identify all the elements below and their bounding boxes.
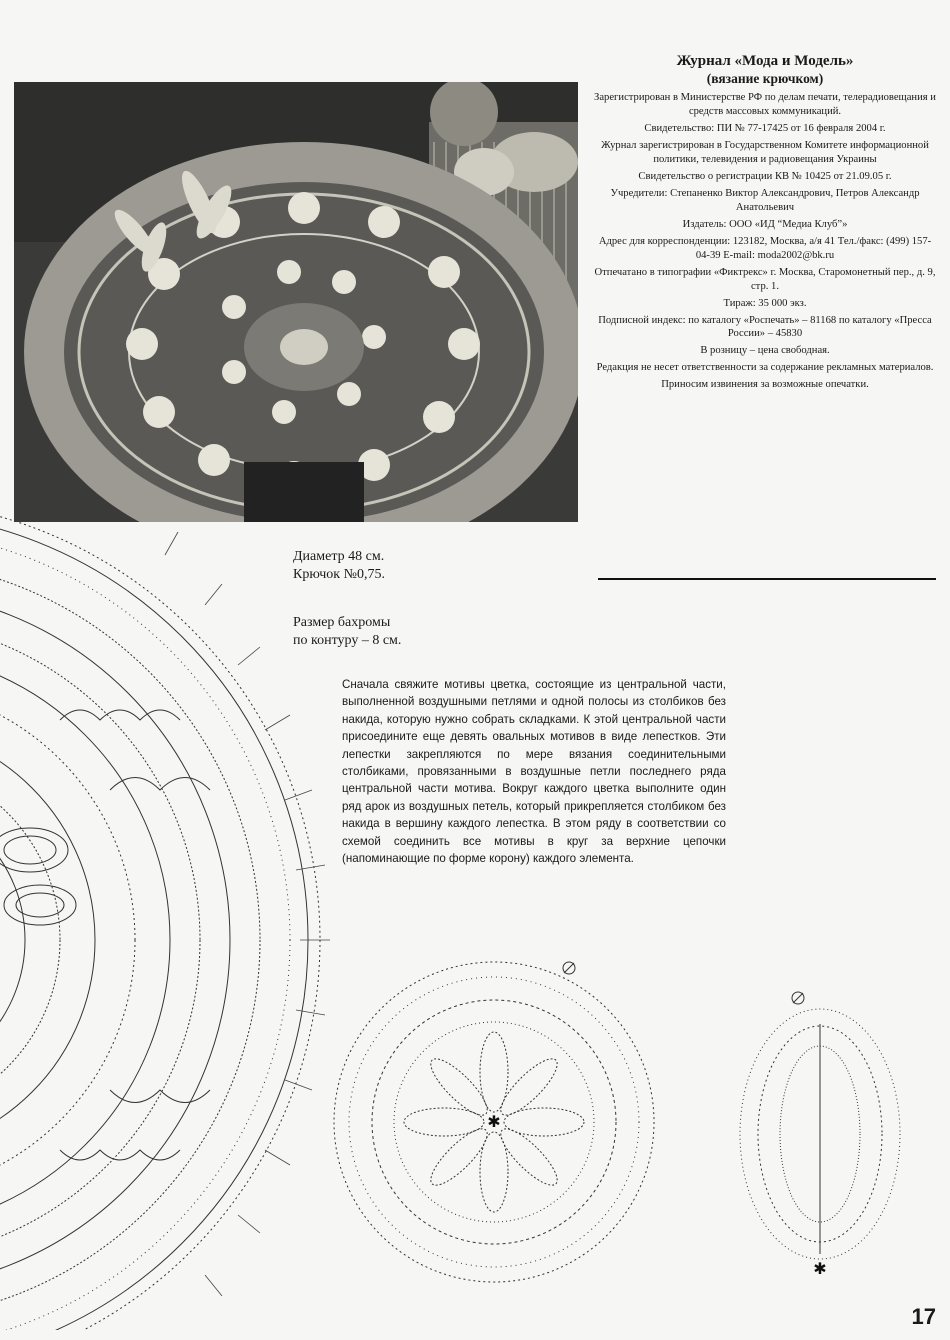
doily-photo [14, 82, 578, 522]
imprint-line: В розницу – цена свободная. [700, 345, 830, 357]
imprint-line: Учредители: Степаненко Виктор Александрович, Петров Александр Анатольевич [610, 187, 920, 213]
doily-crochet-chart [0, 510, 340, 1335]
instructions-text: Сначала свяжите мотивы цветка, состоящие из центральной части, выполненной воздушными петлями и одной полосы из столбиков без накида, которую нужно собрать складками. К этой центральной части присоедините еще девять овальных мотивов в виде лепестков. Эти лепестки закрепляются по мере вязания соединительными столбиками, провязанными в воздушные петли последнего ряда центральной части мотива. Вокруг каждого цветка выполните один ряд арок из воздушных петель, который прикрепляется столбиком без накида в вершину каждого лепестка. В этом ряду в соответствии со схемой соединить все мотивы в круг за верхние цепочки (напоминающие по форме корону) каждого элемента. [342, 678, 726, 865]
diameter-spec: Диаметр 48 см. [293, 549, 385, 564]
page-number: 17 [911, 1304, 936, 1329]
svg-text:✱: ✱ [487, 1112, 501, 1131]
imprint-line: Свидетельство о регистрации КВ № 10425 от 21.09.05 г. [638, 170, 892, 182]
imprint-block [592, 52, 938, 395]
fringe-spec-line1: Размер бахромы [293, 615, 391, 630]
journal-title: Журнал «Мода и Модель» [676, 53, 854, 69]
svg-text:✱: ✱ [813, 1259, 827, 1278]
imprint-line: Тираж: 35 000 экз. [723, 297, 807, 309]
petal-motif-chart [720, 984, 930, 1289]
imprint-line: Свидетельство: ПИ № 77-17425 от 16 февраля 2004 г. [644, 122, 886, 134]
fringe-spec-line2: по контуру – 8 см. [293, 633, 402, 648]
section-divider [598, 578, 936, 580]
imprint-line: Подписной индекс: по каталогу «Роспечать» – 81168 по каталогу «Пресса России» – 45830 [598, 314, 932, 340]
imprint-line: Издатель: ООО «ИД “Медиа Клуб”» [682, 218, 848, 230]
flower-motif-chart [314, 952, 670, 1297]
imprint-line: Журнал зарегистрирован в Государственном Комитете информационной политики, телевидения и радиовещания Украины [601, 139, 929, 165]
hook-spec: Крючок №0,75. [293, 567, 385, 582]
imprint-line: Приносим извинения за возможные опечатки. [661, 379, 869, 391]
imprint-line: Редакция не несет ответственности за содержание рекламных материалов. [596, 362, 934, 374]
imprint-line: Адрес для корреспонденции: 123182, Москва, а/я 41 Тел./факс: (499) 157-04-39 E-mail: moda2002@bk.ru [598, 235, 932, 261]
imprint-line: Зарегистрирован в Министерстве РФ по делам печати, телерадиовещания и средств массовых коммуникаций. [594, 91, 936, 117]
journal-subtitle: (вязание крючком) [706, 70, 824, 86]
imprint-line: Отпечатано в типографии «Фиктрекс» г. Москва, Старомонетный пер., д. 9, стр. 1. [594, 266, 936, 292]
